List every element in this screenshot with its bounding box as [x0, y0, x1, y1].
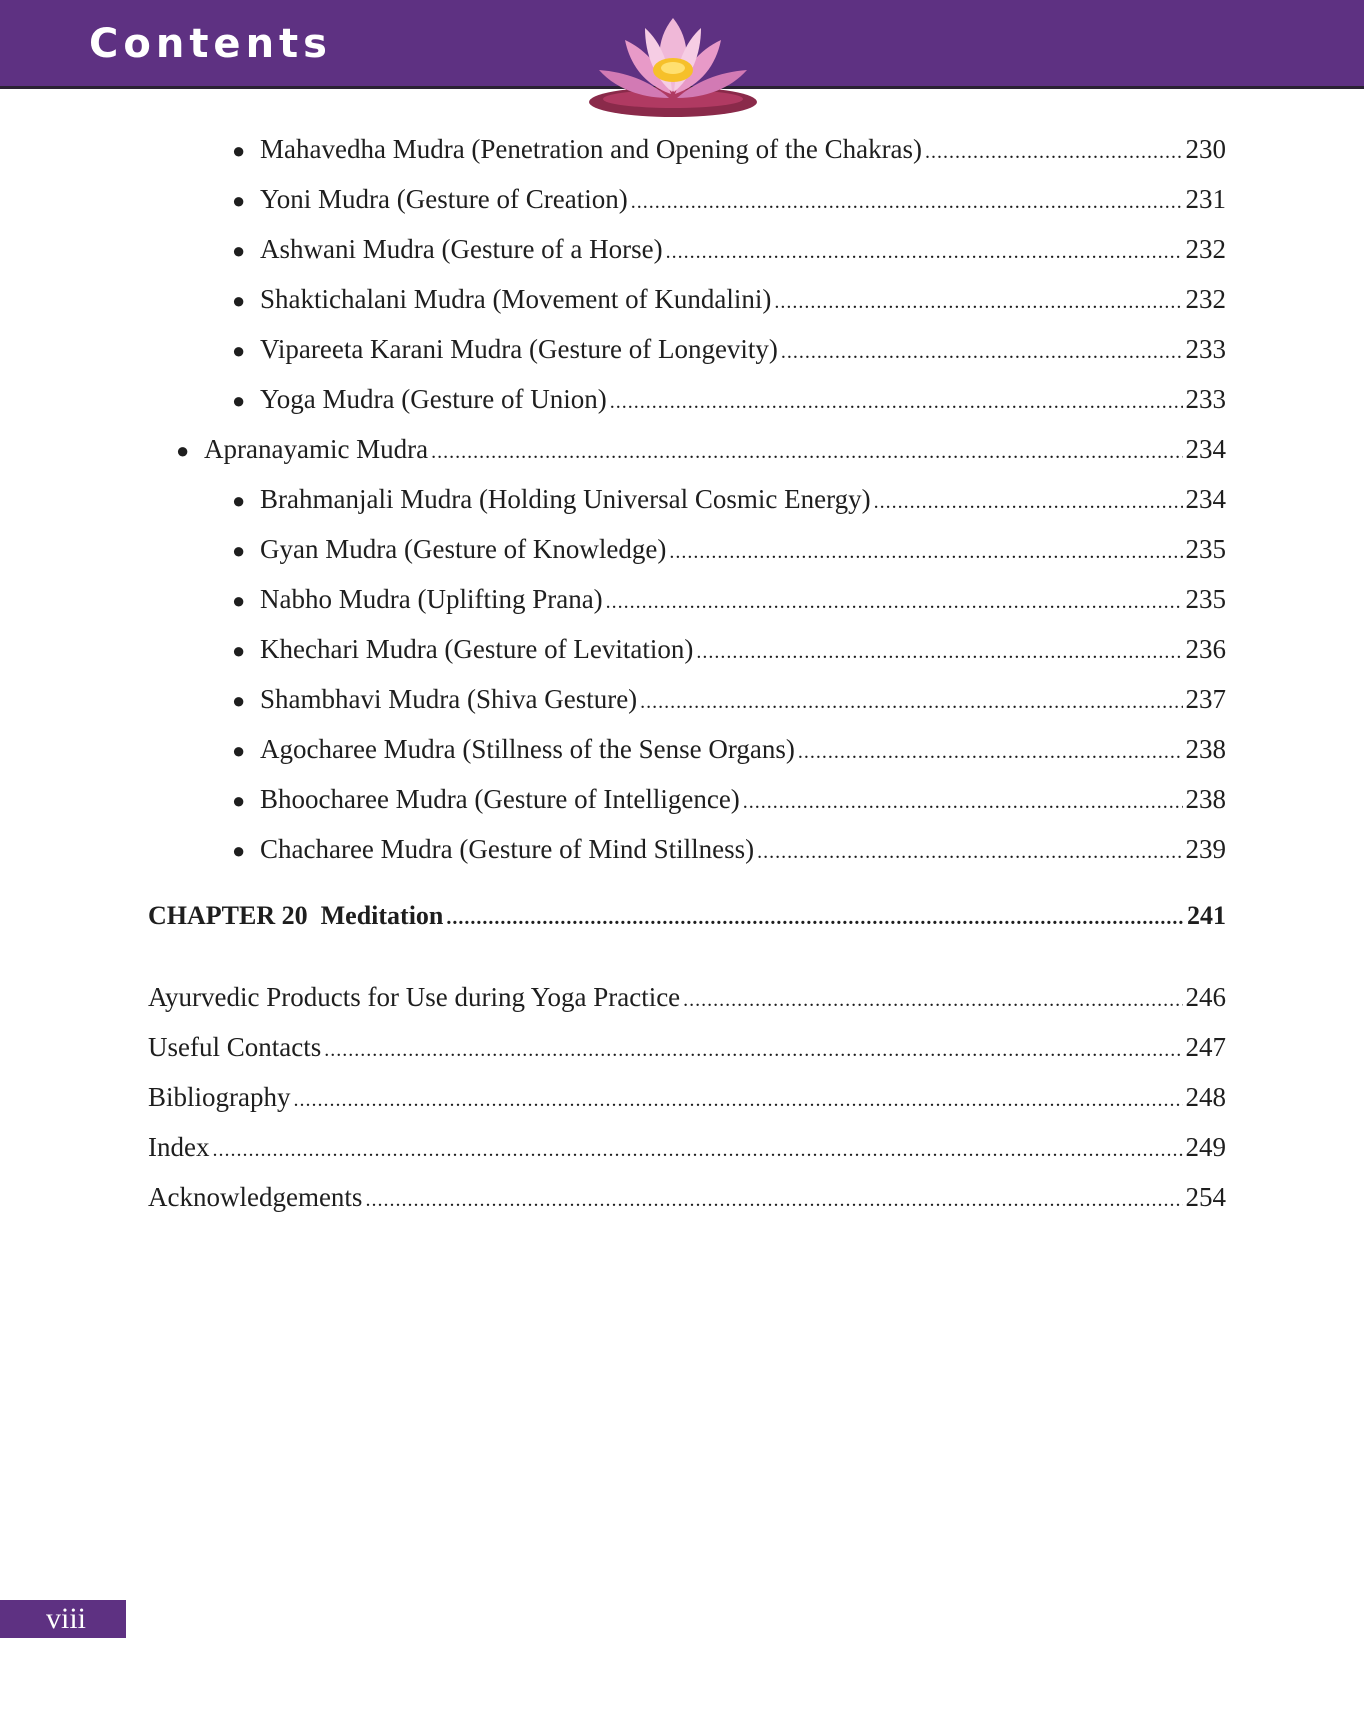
page-title: Contents: [89, 21, 332, 67]
toc-entry-label: Yoni Mudra (Gesture of Creation): [260, 184, 628, 214]
toc-entry[interactable]: [232, 781, 1226, 817]
dot-leader: [874, 484, 1183, 520]
toc-entry-label: Agocharee Mudra (Stillness of the Sense Organs): [260, 734, 795, 764]
toc-entry-label: Brahmanjali Mudra (Holding Universal Cosmic Energy): [260, 484, 871, 514]
dot-leader: [743, 784, 1183, 820]
bullet-icon: ●: [232, 288, 246, 313]
bullet-icon: ●: [232, 588, 246, 613]
page-number-tab: [0, 1600, 126, 1638]
toc-entry-label: Yoga Mudra (Gesture of Union): [260, 384, 607, 414]
toc-entry-label: Khechari Mudra (Gesture of Levitation): [260, 634, 694, 664]
bullet-icon: ●: [232, 688, 246, 713]
toc-entry-page: 230: [1185, 134, 1226, 164]
toc-entry-page: 233: [1185, 384, 1226, 414]
bullet-icon: ●: [232, 488, 246, 513]
toc-entry[interactable]: [232, 631, 1226, 667]
toc-entry-label: Apranayamic Mudra: [204, 434, 429, 464]
toc-entry-label: Ashwani Mudra (Gesture of a Horse): [260, 234, 663, 264]
back-matter-label: Acknowledgements: [148, 1182, 363, 1212]
toc-entry-label: Shambhavi Mudra (Shiva Gesture): [260, 684, 638, 714]
dot-leader: [757, 834, 1182, 870]
page-number: viii: [46, 1602, 87, 1635]
dot-leader: [324, 1032, 1182, 1068]
bullet-icon: ●: [232, 788, 246, 813]
toc-entry-page: 234: [1185, 484, 1226, 514]
toc-entry-label: Bhoocharee Mudra (Gesture of Intelligence): [260, 784, 740, 814]
dot-leader: [798, 734, 1183, 770]
dot-leader: [683, 982, 1182, 1018]
toc-entry-page: 235: [1185, 534, 1226, 564]
dot-leader: [666, 234, 1183, 270]
bullet-icon: ●: [232, 188, 246, 213]
toc-entry[interactable]: [232, 481, 1226, 517]
back-matter-label: Bibliography: [148, 1082, 291, 1112]
toc-entry[interactable]: [232, 681, 1226, 717]
chapter-label: CHAPTER 20 Meditation: [148, 901, 444, 930]
dot-leader: [610, 384, 1183, 420]
toc-entry[interactable]: [232, 231, 1226, 267]
bullet-icon: ●: [232, 538, 246, 563]
dot-leader: [631, 184, 1183, 220]
toc-entry[interactable]: [232, 131, 1226, 167]
dot-leader: [696, 634, 1182, 670]
bullet-icon: ●: [176, 438, 190, 463]
dot-leader: [781, 334, 1183, 370]
back-matter-page: 248: [1185, 1082, 1226, 1112]
bullet-icon: ●: [232, 838, 246, 863]
back-matter-page: 246: [1185, 982, 1226, 1012]
dot-leader: [431, 434, 1182, 470]
back-matter-page: 247: [1185, 1032, 1226, 1062]
dot-leader: [774, 284, 1182, 320]
toc-entry-page: 232: [1185, 284, 1226, 314]
bullet-icon: ●: [232, 238, 246, 263]
toc-back-matter-entry[interactable]: [148, 1079, 1226, 1115]
dot-leader: [640, 684, 1182, 720]
toc-entry[interactable]: [232, 281, 1226, 317]
toc-entry-label: Chacharee Mudra (Gesture of Mind Stillness): [260, 834, 755, 864]
toc-back-matter-entry[interactable]: [148, 1129, 1226, 1165]
toc-entry-page: 239: [1185, 834, 1226, 864]
bullet-icon: ●: [232, 388, 246, 413]
toc-entry-label: Nabho Mudra (Uplifting Prana): [260, 584, 603, 614]
chapter-page: 241: [1187, 901, 1226, 930]
toc-entry-label: Shaktichalani Mudra (Movement of Kundalini): [260, 284, 772, 314]
dot-leader: [294, 1082, 1183, 1118]
dot-leader: [365, 1182, 1182, 1218]
toc-entry-page: 235: [1185, 584, 1226, 614]
toc-entry-page: 237: [1185, 684, 1226, 714]
toc-entry-page: 231: [1185, 184, 1226, 214]
dot-leader: [925, 134, 1182, 170]
toc-entry[interactable]: [232, 731, 1226, 767]
toc-entry[interactable]: [232, 531, 1226, 567]
toc-entry[interactable]: [232, 581, 1226, 617]
toc-entry-page: 238: [1185, 784, 1226, 814]
toc-entry[interactable]: [232, 181, 1226, 217]
bullet-icon: ●: [232, 338, 246, 363]
toc-entry[interactable]: [232, 381, 1226, 417]
toc-entry[interactable]: [232, 831, 1226, 867]
back-matter-label: Ayurvedic Products for Use during Yoga Practice: [148, 982, 681, 1012]
bullet-icon: ●: [232, 738, 246, 763]
toc-back-matter-entry[interactable]: [148, 1029, 1226, 1065]
bullet-icon: ●: [232, 638, 246, 663]
toc-back-matter-entry[interactable]: [148, 979, 1226, 1015]
toc-entry-label: Vipareeta Karani Mudra (Gesture of Longevity): [260, 334, 778, 364]
toc-entry-page: 238: [1185, 734, 1226, 764]
dot-leader: [446, 900, 1184, 936]
toc-entry-page: 233: [1185, 334, 1226, 364]
toc-entry-page: 234: [1185, 434, 1226, 464]
toc-entry-label: Gyan Mudra (Gesture of Knowledge): [260, 534, 667, 564]
bullet-icon: ●: [232, 138, 246, 163]
dot-leader: [212, 1132, 1182, 1168]
toc-chapter-entry[interactable]: [148, 898, 1226, 934]
lotus-flower-icon: [585, 10, 760, 128]
back-matter-label: Index: [148, 1132, 210, 1162]
toc-entry[interactable]: [176, 431, 1226, 467]
back-matter-page: 249: [1185, 1132, 1226, 1162]
toc-back-matter-entry[interactable]: [148, 1179, 1226, 1215]
dot-leader: [669, 534, 1182, 570]
dot-leader: [606, 584, 1183, 620]
toc-entry-page: 232: [1185, 234, 1226, 264]
toc-entry-label: Mahavedha Mudra (Penetration and Opening of the Chakras): [260, 134, 923, 164]
toc-entry[interactable]: [232, 331, 1226, 367]
toc-entry-page: 236: [1185, 634, 1226, 664]
back-matter-label: Useful Contacts: [148, 1032, 322, 1062]
back-matter-page: 254: [1185, 1182, 1226, 1212]
